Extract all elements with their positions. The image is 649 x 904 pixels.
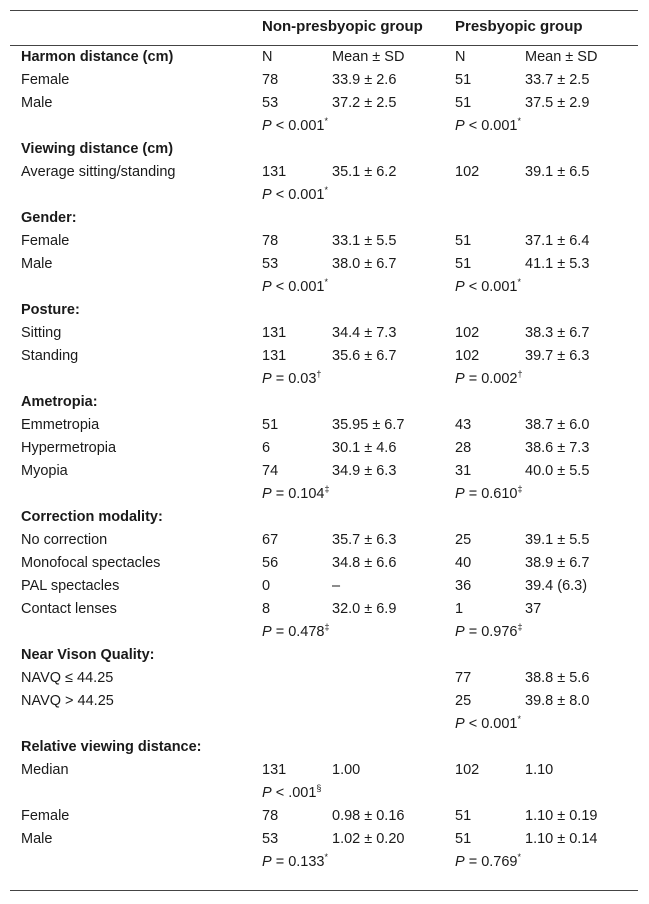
header-non-presbyopic: Non-presbyopic group <box>262 18 423 35</box>
p-letter: P <box>455 118 465 134</box>
mean-non-presbyopic: 38.0 ± 6.7 <box>332 256 397 272</box>
mean-non-presbyopic: 35.6 ± 6.7 <box>332 348 397 364</box>
table-row <box>10 530 638 553</box>
row-label: NAVQ > 44.25 <box>21 693 114 709</box>
table-row <box>10 438 638 461</box>
n-presbyopic: 77 <box>455 670 472 686</box>
p-letter: P <box>455 486 465 502</box>
table-row <box>10 668 638 691</box>
mean-non-presbyopic: 1.02 ± 0.20 <box>332 831 405 847</box>
p-value-row <box>10 116 638 139</box>
n-presbyopic: 28 <box>455 440 472 456</box>
p-value-row <box>10 185 638 208</box>
section-row <box>10 47 638 70</box>
mean-presbyopic: 41.1 ± 5.3 <box>525 256 590 272</box>
p-value-non-presbyopic <box>262 484 330 504</box>
mean-presbyopic: 40.0 ± 5.5 <box>525 463 590 479</box>
p-letter: P <box>455 279 465 295</box>
row-label: No correction <box>21 532 108 548</box>
p-value: = 0.769 <box>464 854 518 870</box>
mean-non-presbyopic: 30.1 ± 4.6 <box>332 440 397 456</box>
p-footnote-mark: ‡ <box>517 622 523 632</box>
section-row <box>10 507 638 530</box>
n-non-presbyopic: N <box>262 49 273 65</box>
p-letter: P <box>262 371 272 387</box>
mean-non-presbyopic: 35.1 ± 6.2 <box>332 164 397 180</box>
p-letter: P <box>262 785 272 801</box>
p-value-non-presbyopic <box>262 622 330 642</box>
mean-non-presbyopic: 34.8 ± 6.6 <box>332 555 397 571</box>
mean-presbyopic: 39.8 ± 8.0 <box>525 693 590 709</box>
n-presbyopic: 43 <box>455 417 472 433</box>
section-heading: Viewing distance (cm) <box>21 141 174 157</box>
mean-presbyopic: 33.7 ± 2.5 <box>525 72 590 88</box>
p-footnote-mark: * <box>517 852 521 862</box>
p-value-non-presbyopic <box>262 116 328 136</box>
mean-non-presbyopic: – <box>332 578 341 594</box>
p-value-row <box>10 484 638 507</box>
n-non-presbyopic: 131 <box>262 325 287 341</box>
mean-presbyopic: 39.7 ± 6.3 <box>525 348 590 364</box>
table-row <box>10 254 638 277</box>
table-row <box>10 461 638 484</box>
table-row <box>10 691 638 714</box>
row-label: Contact lenses <box>21 601 117 617</box>
row-label: Female <box>21 808 70 824</box>
p-letter: P <box>455 624 465 640</box>
n-non-presbyopic: 8 <box>262 601 271 617</box>
p-value-presbyopic <box>455 116 521 136</box>
p-value-presbyopic <box>455 277 521 297</box>
header-presbyopic: Presbyopic group <box>455 18 583 35</box>
n-presbyopic: 51 <box>455 233 472 249</box>
row-label: Female <box>21 233 70 249</box>
mean-presbyopic: 38.6 ± 7.3 <box>525 440 590 456</box>
mean-non-presbyopic: 32.0 ± 6.9 <box>332 601 397 617</box>
section-row <box>10 139 638 162</box>
n-non-presbyopic: 78 <box>262 72 279 88</box>
section-row <box>10 208 638 231</box>
p-letter: P <box>262 486 272 502</box>
p-footnote-mark: ‡ <box>324 622 330 632</box>
section-heading: Harmon distance (cm) <box>21 49 174 65</box>
mean-presbyopic: 1.10 ± 0.14 <box>525 831 598 847</box>
p-value: = 0.104 <box>271 486 325 502</box>
table-bottom-rule <box>10 890 638 891</box>
mean-presbyopic: 37.5 ± 2.9 <box>525 95 590 111</box>
n-presbyopic: 51 <box>455 831 472 847</box>
row-label: Male <box>21 95 53 111</box>
p-value-non-presbyopic <box>262 852 328 872</box>
n-presbyopic: 31 <box>455 463 472 479</box>
n-non-presbyopic: 56 <box>262 555 279 571</box>
mean-presbyopic: 38.7 ± 6.0 <box>525 417 590 433</box>
p-footnote-mark: † <box>517 369 523 379</box>
row-label: Male <box>21 256 53 272</box>
p-footnote-mark: ‡ <box>324 484 330 494</box>
n-non-presbyopic: 78 <box>262 233 279 249</box>
section-heading: Gender: <box>21 210 77 226</box>
p-value-presbyopic <box>455 484 523 504</box>
n-non-presbyopic: 131 <box>262 762 287 778</box>
p-footnote-mark: * <box>517 714 521 724</box>
row-label: Monofocal spectacles <box>21 555 161 571</box>
p-letter: P <box>455 854 465 870</box>
n-non-presbyopic: 0 <box>262 578 271 594</box>
p-value: = 0.610 <box>464 486 518 502</box>
p-value-presbyopic <box>455 714 521 734</box>
p-value-row <box>10 369 638 392</box>
p-value-row <box>10 622 638 645</box>
p-value: = 0.478 <box>271 624 325 640</box>
section-heading: Relative viewing distance: <box>21 739 202 755</box>
mean-presbyopic: 37 <box>525 601 542 617</box>
n-presbyopic: 36 <box>455 578 472 594</box>
n-non-presbyopic: 78 <box>262 808 279 824</box>
table-row <box>10 599 638 622</box>
p-value-row <box>10 783 638 806</box>
p-value: < 0.001 <box>271 118 325 134</box>
p-value: < 0.001 <box>464 118 518 134</box>
p-value: < 0.001 <box>271 187 325 203</box>
n-presbyopic: 51 <box>455 95 472 111</box>
mean-non-presbyopic: 33.9 ± 2.6 <box>332 72 397 88</box>
n-presbyopic: 102 <box>455 325 480 341</box>
p-footnote-mark: § <box>316 783 322 793</box>
p-value-row <box>10 852 638 875</box>
table-row <box>10 93 638 116</box>
row-label: Hypermetropia <box>21 440 117 456</box>
n-non-presbyopic: 131 <box>262 164 287 180</box>
section-heading: Ametropia: <box>21 394 98 410</box>
section-row <box>10 737 638 760</box>
p-letter: P <box>262 187 272 203</box>
mean-presbyopic: 38.8 ± 5.6 <box>525 670 590 686</box>
mean-non-presbyopic: 35.7 ± 6.3 <box>332 532 397 548</box>
mean-non-presbyopic: 34.9 ± 6.3 <box>332 463 397 479</box>
p-value-presbyopic <box>455 369 523 389</box>
p-footnote-mark: * <box>324 116 328 126</box>
n-non-presbyopic: 6 <box>262 440 271 456</box>
section-heading: Posture: <box>21 302 80 318</box>
p-value: < 0.001 <box>271 279 325 295</box>
n-non-presbyopic: 131 <box>262 348 287 364</box>
p-letter: P <box>262 624 272 640</box>
mean-presbyopic: 39.1 ± 6.5 <box>525 164 590 180</box>
row-label: Emmetropia <box>21 417 100 433</box>
row-label: PAL spectacles <box>21 578 120 594</box>
n-non-presbyopic: 53 <box>262 831 279 847</box>
table-row <box>10 576 638 599</box>
mean-presbyopic: Mean ± SD <box>525 49 598 65</box>
n-non-presbyopic: 51 <box>262 417 279 433</box>
table-row <box>10 231 638 254</box>
n-presbyopic: 25 <box>455 532 472 548</box>
n-presbyopic: 51 <box>455 256 472 272</box>
p-letter: P <box>455 371 465 387</box>
p-value-row <box>10 714 638 737</box>
mean-non-presbyopic: 35.95 ± 6.7 <box>332 417 405 433</box>
n-non-presbyopic: 53 <box>262 256 279 272</box>
n-presbyopic: 102 <box>455 164 480 180</box>
p-footnote-mark: * <box>324 852 328 862</box>
table-row <box>10 760 638 783</box>
row-label: Average sitting/standing <box>21 164 176 180</box>
table-row <box>10 415 638 438</box>
section-heading: Correction modality: <box>21 509 163 525</box>
p-value: = 0.03 <box>271 371 317 387</box>
row-label: NAVQ ≤ 44.25 <box>21 670 114 686</box>
section-row <box>10 645 638 668</box>
row-label: Male <box>21 831 53 847</box>
p-footnote-mark: ‡ <box>517 484 523 494</box>
mean-presbyopic: 39.4 (6.3) <box>525 578 588 594</box>
mean-presbyopic: 39.1 ± 5.5 <box>525 532 590 548</box>
mean-presbyopic: 1.10 <box>525 762 554 778</box>
n-presbyopic: 51 <box>455 808 472 824</box>
row-label: Sitting <box>21 325 62 341</box>
mean-presbyopic: 38.3 ± 6.7 <box>525 325 590 341</box>
p-value-non-presbyopic <box>262 185 328 205</box>
n-non-presbyopic: 74 <box>262 463 279 479</box>
table-header-rule <box>10 45 638 46</box>
n-presbyopic: 51 <box>455 72 472 88</box>
table-row <box>10 162 638 185</box>
p-footnote-mark: * <box>517 277 521 287</box>
table-row <box>10 70 638 93</box>
table-row <box>10 346 638 369</box>
section-row <box>10 300 638 323</box>
p-letter: P <box>455 716 465 732</box>
section-heading: Near Vison Quality: <box>21 647 155 663</box>
p-value-row <box>10 277 638 300</box>
row-label: Standing <box>21 348 79 364</box>
n-presbyopic: 102 <box>455 348 480 364</box>
row-label: Median <box>21 762 69 778</box>
table-top-rule <box>10 10 638 11</box>
mean-non-presbyopic: 33.1 ± 5.5 <box>332 233 397 249</box>
p-value: < .001 <box>271 785 317 801</box>
row-label: Myopia <box>21 463 68 479</box>
n-presbyopic: 40 <box>455 555 472 571</box>
table-row <box>10 553 638 576</box>
p-footnote-mark: * <box>324 277 328 287</box>
p-value: = 0.002 <box>464 371 518 387</box>
p-value-non-presbyopic <box>262 277 328 297</box>
p-letter: P <box>262 118 272 134</box>
mean-non-presbyopic: 0.98 ± 0.16 <box>332 808 405 824</box>
table-row <box>10 806 638 829</box>
p-footnote-mark: † <box>316 369 322 379</box>
n-non-presbyopic: 53 <box>262 95 279 111</box>
p-value-non-presbyopic <box>262 369 321 389</box>
p-value: < 0.001 <box>464 279 518 295</box>
n-non-presbyopic: 67 <box>262 532 279 548</box>
mean-non-presbyopic: 1.00 <box>332 762 361 778</box>
mean-presbyopic: 38.9 ± 6.7 <box>525 555 590 571</box>
p-value: = 0.976 <box>464 624 518 640</box>
n-presbyopic: 25 <box>455 693 472 709</box>
p-footnote-mark: * <box>324 185 328 195</box>
p-letter: P <box>262 279 272 295</box>
mean-presbyopic: 1.10 ± 0.19 <box>525 808 598 824</box>
row-label: Female <box>21 72 70 88</box>
p-value: = 0.133 <box>271 854 325 870</box>
p-value-presbyopic <box>455 852 521 872</box>
n-presbyopic: 102 <box>455 762 480 778</box>
mean-presbyopic: 37.1 ± 6.4 <box>525 233 590 249</box>
p-value-presbyopic <box>455 622 523 642</box>
p-value: < 0.001 <box>464 716 518 732</box>
mean-non-presbyopic: 34.4 ± 7.3 <box>332 325 397 341</box>
mean-non-presbyopic: 37.2 ± 2.5 <box>332 95 397 111</box>
p-letter: P <box>262 854 272 870</box>
p-value-non-presbyopic <box>262 783 321 803</box>
n-presbyopic: 1 <box>455 601 464 617</box>
table-row <box>10 323 638 346</box>
table-row <box>10 829 638 852</box>
mean-non-presbyopic: Mean ± SD <box>332 49 405 65</box>
n-presbyopic: N <box>455 49 466 65</box>
p-footnote-mark: * <box>517 116 521 126</box>
section-row <box>10 392 638 415</box>
